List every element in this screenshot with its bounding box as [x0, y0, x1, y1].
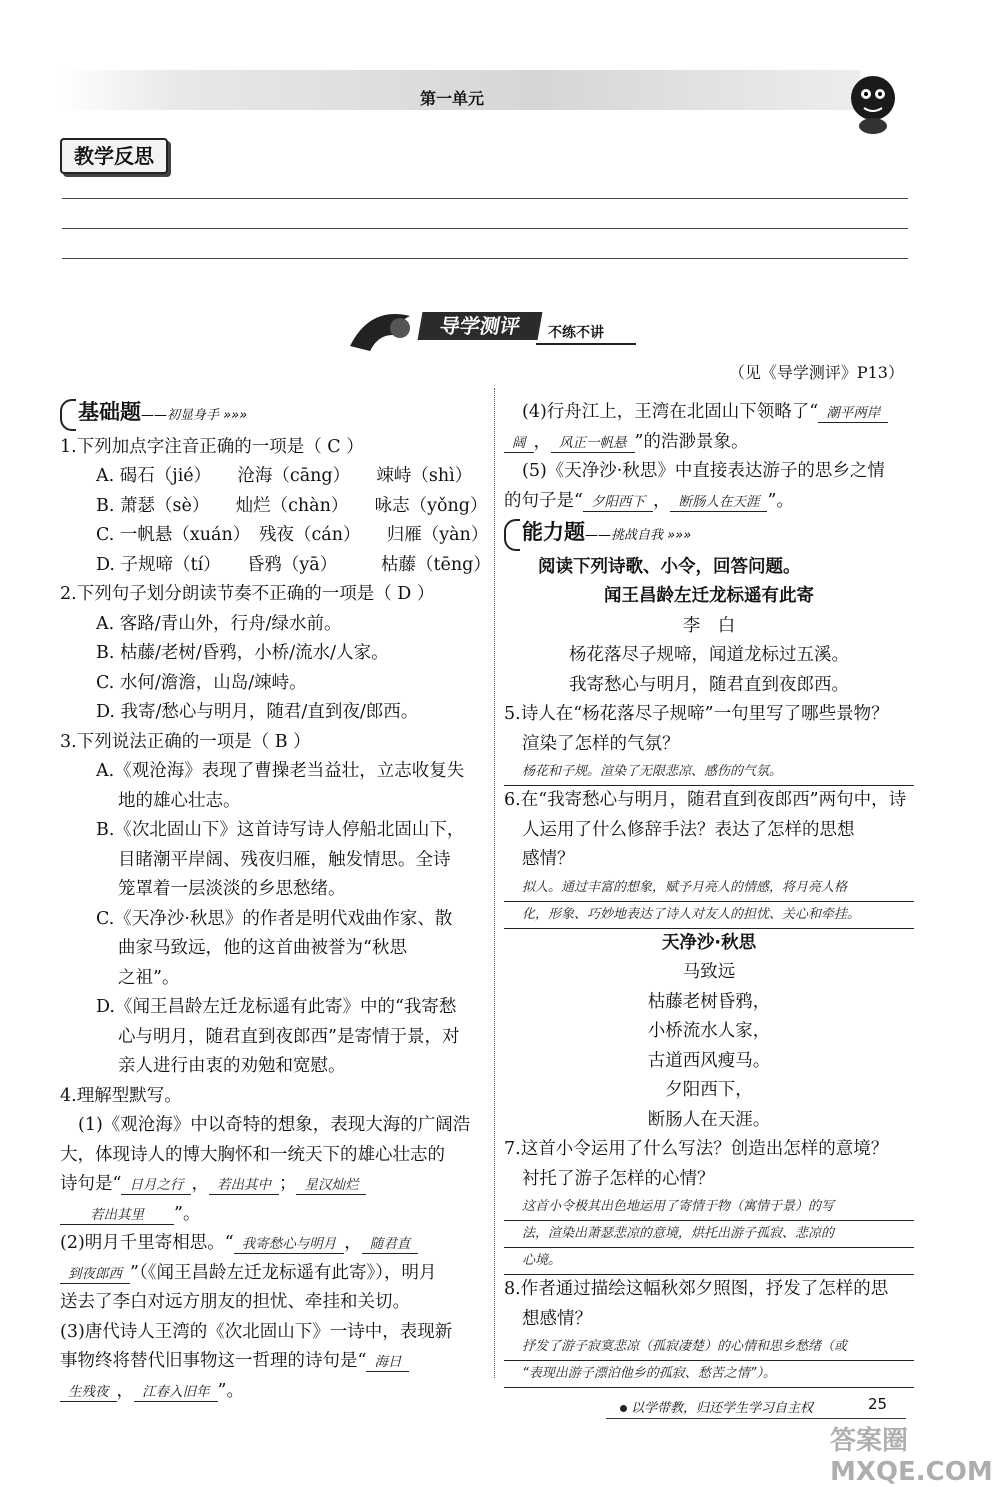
poem-author: 马致远	[682, 962, 736, 982]
option-line: 目睹潮平岸阔、残夜归雁，触发情思。全诗	[118, 849, 451, 870]
basic-section-header	[60, 398, 490, 431]
writing-line	[62, 198, 908, 199]
question-line: (3)唐代诗人王湾的《次北固山下》一诗中，表现新	[60, 1321, 453, 1342]
handwritten-answer: 到夜郎西	[60, 1265, 130, 1284]
text: ”。	[174, 1203, 201, 1224]
footer-slogan-text: 以学带教，归还学生学习自主权	[631, 1401, 814, 1416]
option-line: 亲人进行由衷的劝勉和宽慰。	[118, 1056, 346, 1076]
text: (4)行舟江上，王湾在北固山下领略了“	[522, 402, 819, 422]
option-line: D. 子规啼（tí） 昏鸦（yā） 枯藤（tēng）	[96, 554, 491, 575]
text: 的句子是“	[504, 490, 583, 511]
footer-slogan	[620, 1397, 813, 1416]
question-line: 送去了李白对远方朋友的担忧、牵挂和关切。	[60, 1292, 410, 1312]
handwritten-answer: 生残夜	[60, 1383, 117, 1402]
handwritten-answer: 杨花和子规。渲染了无限悲凉、感伤的气氛。	[504, 759, 914, 786]
page-number: 25	[868, 1395, 888, 1413]
option-line: 心与明月，随君直到夜郎西”是寄情于景，对	[118, 1026, 460, 1047]
question-line: 大，体现诗人的博大胸怀和一统天下的雄心壮志的	[60, 1144, 445, 1165]
arrow-icon: »»»	[219, 408, 248, 423]
footer-rule	[606, 1418, 906, 1419]
handwritten-answer: “表现出游子漂泊他乡的孤寂、愁苦之情”）。	[504, 1361, 914, 1388]
answer-line	[60, 1259, 490, 1289]
option-line: B. 萧瑟（sè） 灿烂（chàn） 咏志（yǒng）	[96, 495, 488, 516]
question-line: 渲染了怎样的气氛？	[522, 733, 680, 754]
text: 事物终将替代旧事物这一哲理的诗句是“	[60, 1351, 367, 1371]
handwritten-answer: 随君直	[362, 1235, 419, 1254]
watermark: 答案圈 MXQE.COM	[830, 1426, 993, 1487]
poem-line: 我寄愁心与明月，随君直到夜郎西。	[569, 674, 849, 695]
option-line: A.《观沧海》表现了曹操老当益壮，立志收复失	[96, 761, 465, 781]
poem-line: 古道西风瘦马。	[647, 1050, 771, 1071]
ability-section-subtitle: ——挑战自我	[585, 528, 664, 543]
poem-line: 夕阳西下，	[665, 1080, 753, 1100]
answer-line: 诗句是“ 日月之行 ， 若出其中 ； 星汉灿烂	[60, 1170, 490, 1200]
option-line: D. 我寄/愁心与明月，随君/直到夜/郎西。	[96, 702, 419, 722]
column-divider	[494, 388, 495, 1378]
question-line: 衬托了游子怎样的心情？	[522, 1168, 715, 1189]
handwritten-answer: 我寄愁心与明月	[234, 1235, 345, 1254]
answer-line: 阔 ， 风正一帆悬 ”的浩渺景象。	[504, 428, 914, 458]
option-line: 之祖”。	[118, 967, 180, 988]
text: ”。	[217, 1380, 244, 1401]
answer-line	[60, 1200, 490, 1230]
poem-title: 闻王昌龄左迁龙标遥有此寄	[604, 586, 814, 606]
question-line: 1.下列加点字注音正确的一项是（ C ）	[60, 436, 364, 457]
handwritten-answer: 断肠人在天涯	[670, 493, 767, 512]
handwritten-answer: 抒发了游子寂寞悲凉（孤寂凄楚）的心情和思乡愁绪（或	[504, 1334, 914, 1361]
text: 诗句是“	[60, 1174, 122, 1194]
basic-section-title: 基础题	[78, 400, 141, 424]
banner-subtitle: 不练不讲	[548, 325, 604, 341]
handwritten-answer: 心境。	[504, 1248, 914, 1275]
answer-line: (2)明月千里寄相思。“ 我寄愁心与明月 ， 随君直	[60, 1229, 490, 1259]
text: ”的浩渺景象。	[634, 431, 749, 452]
option-line: C.《天净沙·秋思》的作者是明代戏曲作家、散	[96, 908, 453, 929]
ability-section-header	[504, 518, 914, 551]
option-line: 地的雄心壮志。	[118, 790, 241, 811]
banner-title: 导学测评	[418, 312, 543, 340]
teaching-reflection-label: 教学反思	[60, 138, 168, 174]
instruction: 阅读下列诗歌、小令，回答问题。	[538, 556, 801, 577]
option-line: C. 一帆悬（xuán） 残夜（cán） 归雁（yàn）	[96, 525, 489, 545]
text: (2)明月千里寄相思。“	[60, 1233, 234, 1253]
option-line: A. 客路/青山外，行舟/绿水前。	[96, 613, 342, 634]
handwritten-answer: 化，形象、巧妙地表达了诗人对友人的担忧、关心和牵挂。	[504, 902, 914, 929]
handwritten-answer: 夕阳西下	[583, 493, 653, 512]
handwritten-answer: 日月之行	[121, 1176, 191, 1195]
left-column	[60, 398, 490, 1406]
banner-underline	[536, 343, 636, 345]
answer-line: 的句子是“ 夕阳西下 ， 断肠人在天涯 ”。	[504, 490, 794, 511]
answer-line	[504, 398, 914, 428]
writing-line	[62, 258, 908, 259]
question-line: (1)《观沧海》中以奇特的想象，表现大海的广阔浩	[78, 1115, 471, 1135]
poem-line: 断肠人在天涯。	[647, 1109, 771, 1130]
question-line: 8.作者通过描绘这幅秋郊夕照图，抒发了怎样的思	[504, 1279, 889, 1299]
basic-section-subtitle: ——初显身手	[141, 408, 220, 423]
question-line: 7.这首小令运用了什么写法？创造出怎样的意境？	[504, 1139, 889, 1159]
question-line: 2.下列句子划分朗读节奏不正确的一项是（ D ）	[60, 584, 435, 604]
right-column	[504, 398, 914, 1388]
handwritten-answer: 这首小令极其出色地运用了寄情于物（寓情于景）的写	[504, 1194, 914, 1221]
handwritten-answer: 拟人。通过丰富的想象，赋予月亮人的情感，将月亮人格	[504, 875, 914, 902]
arrow-icon: »»»	[663, 528, 692, 543]
handwritten-answer: 潮平两岸	[818, 404, 888, 423]
text: ”（《闻王昌龄左迁龙标遥有此寄》），明月	[130, 1262, 437, 1283]
poem-author: 李 白	[682, 615, 736, 636]
question-line: 感情？	[522, 849, 575, 869]
text: ”。	[767, 490, 794, 511]
option-line: A. 碣石（jié） 沧海（cāng） 竦峙（shì）	[96, 466, 473, 486]
question-line: 6.在“我寄愁心与明月，随君直到夜郎西”两句中，诗	[504, 790, 907, 810]
option-line: 笼罩着一层淡淡的乡思愁绪。	[118, 879, 346, 899]
question-line: 人运用了什么修辞手法？表达了怎样的思想	[522, 819, 855, 840]
question-line: (5)《天净沙·秋思》中直接表达游子的思乡之情	[522, 461, 885, 481]
writing-line	[62, 228, 908, 229]
poem-title: 天净沙·秋思	[661, 932, 757, 953]
section-bracket-icon	[60, 399, 76, 431]
unit-title: 第一单元	[420, 89, 485, 108]
reference-note: （见《导学测评》P13）	[728, 363, 904, 382]
handwritten-answer: 阔	[504, 434, 534, 453]
handwritten-answer: 江春入旧年	[134, 1383, 218, 1402]
poem-line: 枯藤老树昏鸦，	[647, 991, 771, 1012]
option-line: B. 枯藤/老树/昏鸦，小桥/流水/人家。	[96, 643, 389, 663]
question-line: 4.理解型默写。	[60, 1085, 182, 1106]
handwritten-answer: 风正一帆悬	[551, 434, 635, 453]
question-line: 5.诗人在“杨花落尽子规啼”一句里写了哪些景物？	[504, 704, 889, 724]
answer-line: 生残夜 ， 江春入旧年 ”。	[60, 1377, 490, 1407]
poem-line: 杨花落尽子规啼，闻道龙标过五溪。	[569, 645, 849, 665]
poem-line: 小桥流水人家，	[647, 1021, 771, 1041]
handwritten-answer: 若出其里	[60, 1206, 174, 1225]
option-line: D.《闻王昌龄左迁龙标遥有此寄》中的“我寄愁	[96, 997, 457, 1017]
option-line: 曲家马致远，他的这首曲被誉为“秋思	[118, 938, 407, 958]
handwritten-answer: 星汉灿烂	[296, 1176, 366, 1195]
section-bracket-icon	[504, 519, 520, 551]
mascot-icon	[838, 68, 908, 138]
answer-line	[60, 1347, 490, 1377]
ability-section-title: 能力题	[522, 520, 585, 544]
handwritten-answer: 若出其中	[209, 1176, 279, 1195]
handwritten-answer: 海日	[366, 1353, 409, 1372]
question-line: 想感情？	[522, 1308, 592, 1329]
bullet-icon	[620, 1405, 627, 1412]
question-line: 3.下列说法正确的一项是（ B ）	[60, 731, 311, 752]
option-line: B.《次北固山下》这首诗写诗人停船北固山下，	[96, 820, 465, 840]
handwritten-answer: 法，渲染出萧瑟悲凉的意境，烘托出游子孤寂、悲凉的	[504, 1221, 914, 1248]
option-line: C. 水何/澹澹，山岛/竦峙。	[96, 672, 307, 693]
